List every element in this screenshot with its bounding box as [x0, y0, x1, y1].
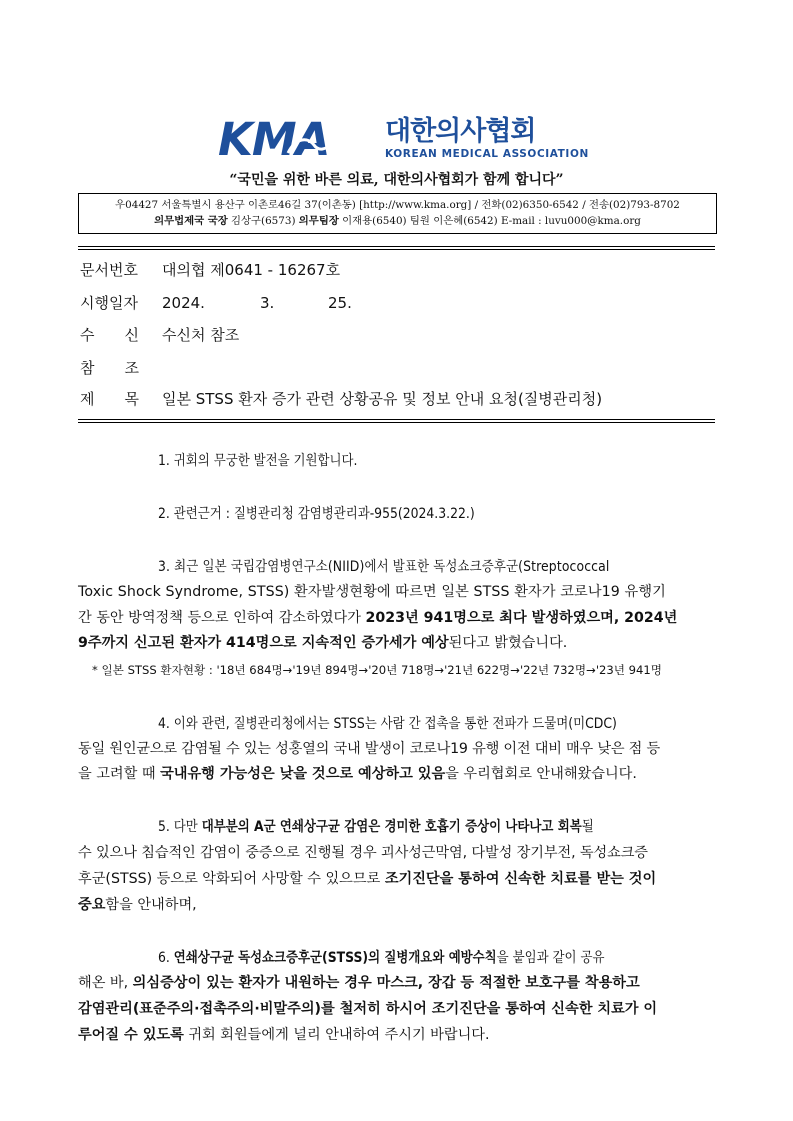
p4-line3-text-a: 을 고려할 때 — [78, 766, 161, 782]
org-name-korean: 대한의사협회 — [385, 116, 536, 147]
contact-address-line: 우04427 서울특별시 용산구 이촌로46길 37(이촌동) [http://www.kma.org] / 전화(02)6350-6542 / 전송(02)793-8702 — [115, 199, 680, 211]
date-year: 2024. — [162, 294, 205, 312]
p5-line1-bold: 대부분의 A군 연쇄상구균 감염은 경미한 호흡기 증상이 나타나고 회복 — [201, 819, 582, 835]
subject-value: 일본 STSS 환자 증가 관련 상황공유 및 정보 안내 요청(질병관리청) — [162, 390, 603, 408]
paragraph-1: 1. 귀회의 무궁한 발전을 기원합니다. — [158, 453, 358, 469]
p4-line3-text-b: 을 우리협회로 안내해왔습니다. — [445, 766, 637, 782]
paragraph-4-line-2: 동일 원인균으로 감염될 수 있는 성홍열의 국내 발생이 코로나19 유행 이전 대비 매우 낮은 점 등 — [78, 741, 660, 757]
p3-line3-text: 간 동안 방역정책 등으로 인하여 감소하였다가 — [78, 610, 366, 626]
recipient-value: 수신처 참조 — [162, 326, 240, 344]
recipient-label — [80, 324, 139, 346]
p6-line2-text: 해온 바, — [78, 975, 133, 991]
contact-staff-line — [80, 214, 715, 229]
reference-label-char-1: 참 — [80, 359, 95, 377]
p5-line3-bold: 조기진단을 통하여 신속한 치료를 받는 것이 — [384, 871, 657, 887]
p3-line4-text: 된다고 밝혔습니다. — [448, 635, 568, 651]
p6-line1-text: 을 붙임과 같이 공유 — [496, 950, 605, 966]
recipient-label-char-2: 신 — [124, 326, 139, 344]
p6-line4-text: 귀회 회원들에게 널리 안내하여 주시기 바랍니다. — [183, 1027, 490, 1043]
p5-line3-text: 후군(STSS) 등으로 악화되어 사망할 수 있으므로 — [78, 871, 385, 887]
kma-logo — [218, 113, 589, 166]
paragraph-5-line-4 — [78, 893, 718, 918]
reference-label-char-2: 조 — [124, 359, 139, 377]
p3-line4-bold: 9주까지 신고된 환자가 414명으로 지속적인 증가세가 예상 — [78, 635, 449, 651]
p5-line4-bold: 중요 — [78, 897, 106, 913]
p6-line2-bold: 의심증상이 있는 환자가 내원하는 경우 마스크, 장갑 등 적절한 보호구를 착용하고 — [132, 975, 640, 991]
paragraph-6-line-4 — [78, 1023, 718, 1048]
paragraph-2: 2. 관련근거 : 질병관리청 감염병관리과-955(2024.3.22.) — [158, 506, 475, 522]
paragraph-5-line-3 — [78, 867, 718, 892]
paragraph-6-line-3 — [78, 997, 718, 1022]
date-day: 25. — [328, 294, 352, 312]
org-name-english: KOREAN MEDICAL ASSOCIATION — [385, 148, 589, 160]
slogan: “국민을 위한 바른 의료, 대한의사협회가 함께 합니다” — [229, 172, 564, 188]
paragraph-3-line-1: 3. 최근 일본 국립감염병연구소(NIID)에서 발표한 독성쇼크증후군(Streptococcal — [158, 559, 610, 575]
p6-line1-bold: 연쇄상구균 독성쇼크증후군(STSS)의 질병개요와 예방수칙 — [173, 950, 497, 966]
paragraph-4-line-1: 4. 이와 관련, 질병관리청에서는 STSS는 사람 간 접촉을 통한 전파가 드물며(미CDC) — [158, 716, 617, 732]
p4-line3-bold: 국내유행 가능성은 낮을 것으로 예상하고 있음 — [160, 766, 446, 782]
paragraph-6-line-1 — [158, 946, 718, 971]
header-divider-bottom — [78, 419, 715, 423]
contact-director-name: 김상구(6573) — [227, 215, 299, 227]
paragraph-5-line-1 — [158, 815, 718, 840]
doc-number-label: 문서번호 — [80, 261, 138, 279]
reference-label — [80, 357, 139, 379]
paragraph-4-line-3 — [78, 762, 718, 787]
p5-line1-text-a: 5. 다만 — [158, 819, 202, 835]
contact-team-email: 이재용(6540) 팀원 이은혜(6542) E-mail : luvu000@kma.org — [338, 215, 641, 227]
contact-title-director: 의무법제국 국장 — [154, 215, 228, 227]
date-month: 3. — [260, 294, 275, 312]
subject-label-char-2: 목 — [124, 390, 139, 408]
p6-line1-num: 6. — [158, 950, 174, 966]
doc-number-value: 대의협 제0641 - 16267호 — [162, 261, 341, 279]
paragraph-3-line-4 — [78, 631, 718, 656]
contact-title-teamlead: 의무팀장 — [298, 215, 339, 227]
contact-box — [78, 193, 717, 234]
paragraph-5-line-2: 수 있으나 침습적인 감염이 중증으로 진행될 경우 괴사성근막염, 다발성 장기부전, 독성쇼크증 — [78, 845, 648, 861]
subject-label — [80, 388, 139, 410]
wave-icon — [286, 133, 338, 157]
p5-line1-text-b: 될 — [581, 819, 594, 835]
date-label: 시행일자 — [80, 294, 138, 312]
paragraph-3-line-2: Toxic Shock Syndrome, STSS) 환자발생현황에 따르면 일본 STSS 환자가 코로나19 유행기 — [78, 584, 666, 600]
stss-statistics-note: * 일본 STSS 환자현황 : '18년 684명→'19년 894명→'20년 718명→'21년 622명→'22년 732명→'23년 941명 — [92, 663, 662, 677]
paragraph-3-line-3 — [78, 606, 718, 631]
p6-line4-bold: 루어질 수 있도록 — [78, 1027, 184, 1043]
subject-label-char-1: 제 — [80, 390, 95, 408]
logo-letters: KMA — [218, 113, 330, 166]
header-divider-top — [78, 246, 715, 250]
paragraph-6-line-2 — [78, 971, 718, 996]
p3-line3-bold: 2023년 941명으로 최다 발생하였으며, 2024년 — [365, 610, 678, 626]
recipient-label-char-1: 수 — [80, 326, 95, 344]
p5-line4-text: 함을 안내하며, — [105, 897, 197, 913]
p6-line3-bold: 감염관리(표준주의·접촉주의·비말주의)를 철저히 하시어 조기진단을 통하여 신속한 치료가 이 — [78, 1001, 658, 1017]
